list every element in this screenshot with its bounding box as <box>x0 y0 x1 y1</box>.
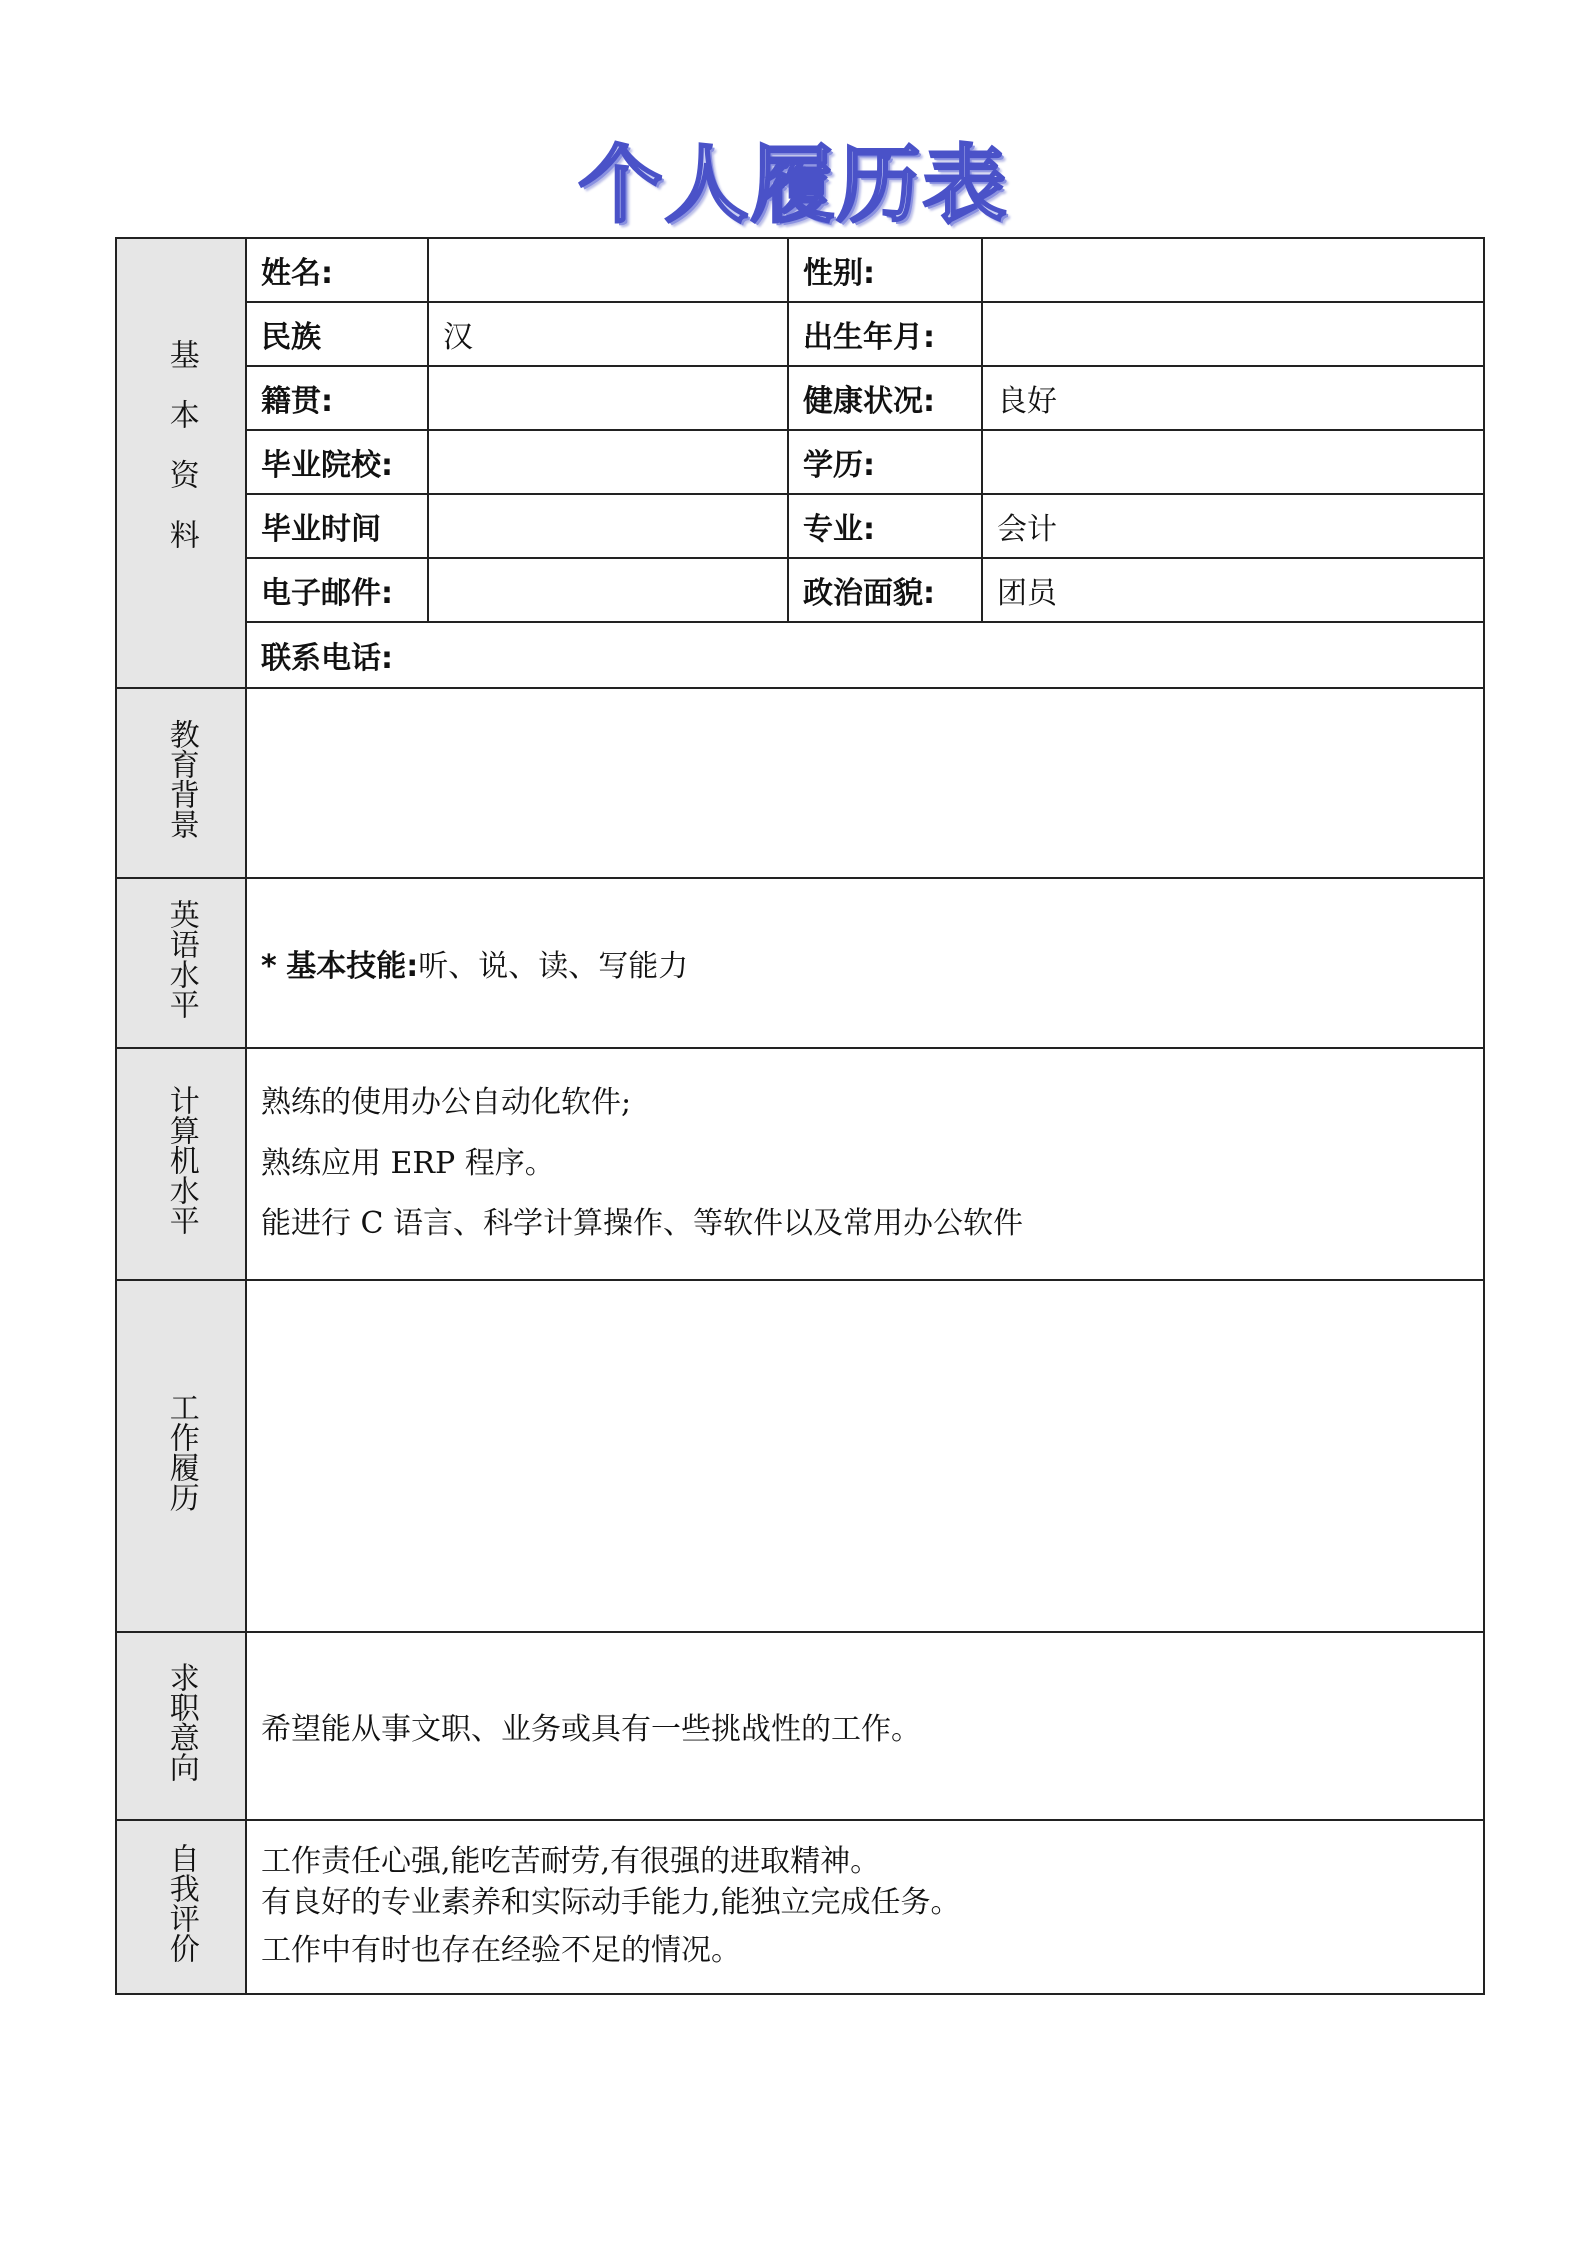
computer-label: 计算机水平 <box>163 1085 199 1235</box>
work-row <box>116 1280 1484 1632</box>
birth-date-value[interactable] <box>982 302 1484 366</box>
school-label: 毕业院校: <box>246 430 428 494</box>
self-eval-label: 自我评价 <box>163 1843 199 1963</box>
health-label: 健康状况: <box>788 366 982 430</box>
email-label: 电子邮件: <box>246 558 428 622</box>
english-row <box>116 878 1484 1048</box>
intent-label: 求职意向 <box>163 1662 199 1782</box>
english-skill-value: 听、说、读、写能力 <box>418 949 689 984</box>
computer-line-1: 熟练的使用办公自动化软件; <box>261 1085 632 1121</box>
name-value[interactable] <box>428 238 788 302</box>
self-eval-row <box>116 1820 1484 1994</box>
name-label: 姓名: <box>246 238 428 302</box>
computer-row <box>116 1048 1484 1280</box>
basic-section-label: 基本资料 <box>163 339 199 579</box>
english-skill-key: 基本技能: <box>286 949 419 984</box>
birth-date-label: 出生年月: <box>788 302 982 366</box>
intent-label-cell <box>116 1632 246 1820</box>
computer-content[interactable] <box>246 1048 1484 1280</box>
basic-section-label-cell <box>116 238 246 688</box>
political-status-value[interactable]: 团员 <box>982 558 1484 622</box>
political-status-label: 政治面貌: <box>788 558 982 622</box>
basic-row-2 <box>116 302 1484 366</box>
basic-row-6 <box>116 558 1484 622</box>
hometown-label: 籍贯: <box>246 366 428 430</box>
page-title: 个人履历表 <box>578 136 1009 234</box>
self-eval-line-2: 有良好的专业素养和实际动手能力,能独立完成任务。 <box>261 1884 961 1920</box>
computer-label-cell <box>116 1048 246 1280</box>
basic-row-4 <box>116 430 1484 494</box>
ethnicity-value[interactable]: 汉 <box>428 302 788 366</box>
hometown-value[interactable] <box>428 366 788 430</box>
self-eval-line-3: 工作中有时也存在经验不足的情况。 <box>261 1933 741 1969</box>
self-eval-content[interactable] <box>246 1820 1484 1994</box>
intent-row <box>116 1632 1484 1820</box>
ethnicity-label: 民族 <box>246 302 428 366</box>
self-eval-label-cell <box>116 1820 246 1994</box>
english-label: 英语水平 <box>163 899 199 1019</box>
basic-row-5 <box>116 494 1484 558</box>
health-value[interactable]: 良好 <box>982 366 1484 430</box>
computer-line-2: 熟练应用 ERP 程序。 <box>261 1145 555 1181</box>
email-value[interactable] <box>428 558 788 622</box>
basic-row-7 <box>116 622 1484 688</box>
phone-field[interactable] <box>246 622 1484 688</box>
computer-line-3: 能进行 C 语言、科学计算操作、等软件以及常用办公软件 <box>261 1206 1024 1242</box>
english-label-cell <box>116 878 246 1048</box>
phone-label: 联系电话: <box>261 641 393 676</box>
graduation-date-label: 毕业时间 <box>246 494 428 558</box>
work-label: 工作履历 <box>163 1392 199 1512</box>
work-content[interactable] <box>246 1280 1484 1632</box>
major-label: 专业: <box>788 494 982 558</box>
basic-row-3 <box>116 366 1484 430</box>
education-content[interactable] <box>246 688 1484 878</box>
resume-table <box>115 237 1485 1995</box>
education-label-cell <box>116 688 246 878</box>
english-bullet: * <box>261 949 277 984</box>
self-eval-line-1: 工作责任心强,能吃苦耐劳,有很强的进取精神。 <box>261 1844 881 1880</box>
degree-label: 学历: <box>788 430 982 494</box>
work-label-cell <box>116 1280 246 1632</box>
intent-content[interactable]: 希望能从事文职、业务或具有一些挑战性的工作。 <box>246 1632 1484 1820</box>
gender-label: 性别: <box>788 238 982 302</box>
basic-row-1 <box>116 238 1484 302</box>
gender-value[interactable] <box>982 238 1484 302</box>
major-value[interactable]: 会计 <box>982 494 1484 558</box>
degree-value[interactable] <box>982 430 1484 494</box>
english-content[interactable] <box>246 878 1484 1048</box>
school-value[interactable] <box>428 430 788 494</box>
education-row <box>116 688 1484 878</box>
graduation-date-value[interactable] <box>428 494 788 558</box>
education-label: 教育背景 <box>163 719 199 839</box>
